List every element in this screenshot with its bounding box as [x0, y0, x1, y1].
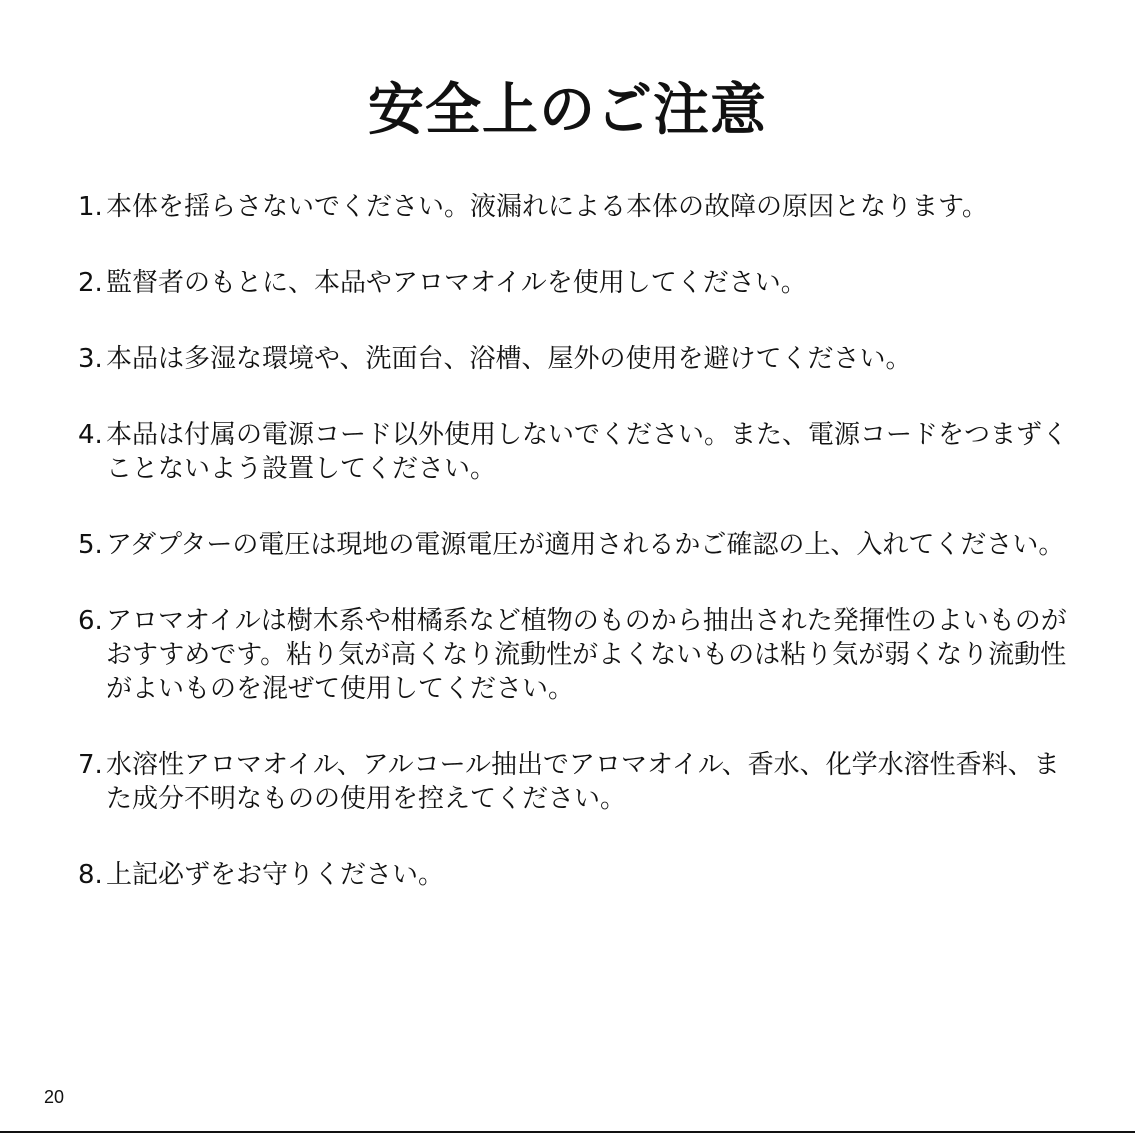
notice-number: 8. [78, 860, 103, 890]
notice-text: アロマオイルは樹木系や柑橘系など植物のものから抽出された発揮性のよいものがおすすめです。粘り気が高くなり流動性がよくないものは粘り気が弱くなり流動性がよいものを混ぜて使用してください。 [106, 606, 1067, 704]
notice-item-1 [78, 190, 1068, 224]
notice-text: アダプターの電圧は現地の電源電圧が適用されるかご確認の上、入れてください。 [106, 530, 1065, 560]
notice-text: 水溶性アロマオイル、アルコール抽出でアロマオイル、香水、化学水溶性香料、また成分不明なものの使用を控えてください。 [106, 750, 1060, 814]
notice-item-2 [78, 266, 1068, 300]
notice-number: 7. [78, 750, 103, 780]
notice-number: 2. [78, 268, 103, 298]
notice-number: 4. [78, 420, 103, 450]
bottom-divider [0, 1131, 1135, 1133]
safety-notice-list [78, 190, 1068, 934]
notice-text: 上記必ずをお守りください。 [106, 860, 445, 890]
notice-text: 監督者のもとに、本品やアロマオイルを使用してください。 [106, 268, 807, 298]
notice-text: 本品は多湿な環境や、洗面台、浴槽、屋外の使用を避けてください。 [106, 344, 912, 374]
notice-item-6 [78, 604, 1068, 706]
notice-item-8 [78, 858, 1068, 892]
notice-text: 本体を揺らさないでください。液漏れによる本体の故障の原因となります。 [106, 192, 988, 222]
notice-text: 本品は付属の電源コード以外使用しないでください。また、電源コードをつまずくことないよう設置してください。 [106, 420, 1069, 484]
notice-item-3 [78, 342, 1068, 376]
page-title: 安全上のご注意 [368, 78, 767, 143]
notice-number: 3. [78, 344, 103, 374]
notice-number: 6. [78, 606, 103, 636]
notice-number: 1. [78, 192, 103, 222]
page-number: 20 [44, 1087, 65, 1107]
notice-number: 5. [78, 530, 103, 560]
notice-item-4 [78, 418, 1068, 486]
notice-item-7 [78, 748, 1068, 816]
notice-item-5 [78, 528, 1068, 562]
